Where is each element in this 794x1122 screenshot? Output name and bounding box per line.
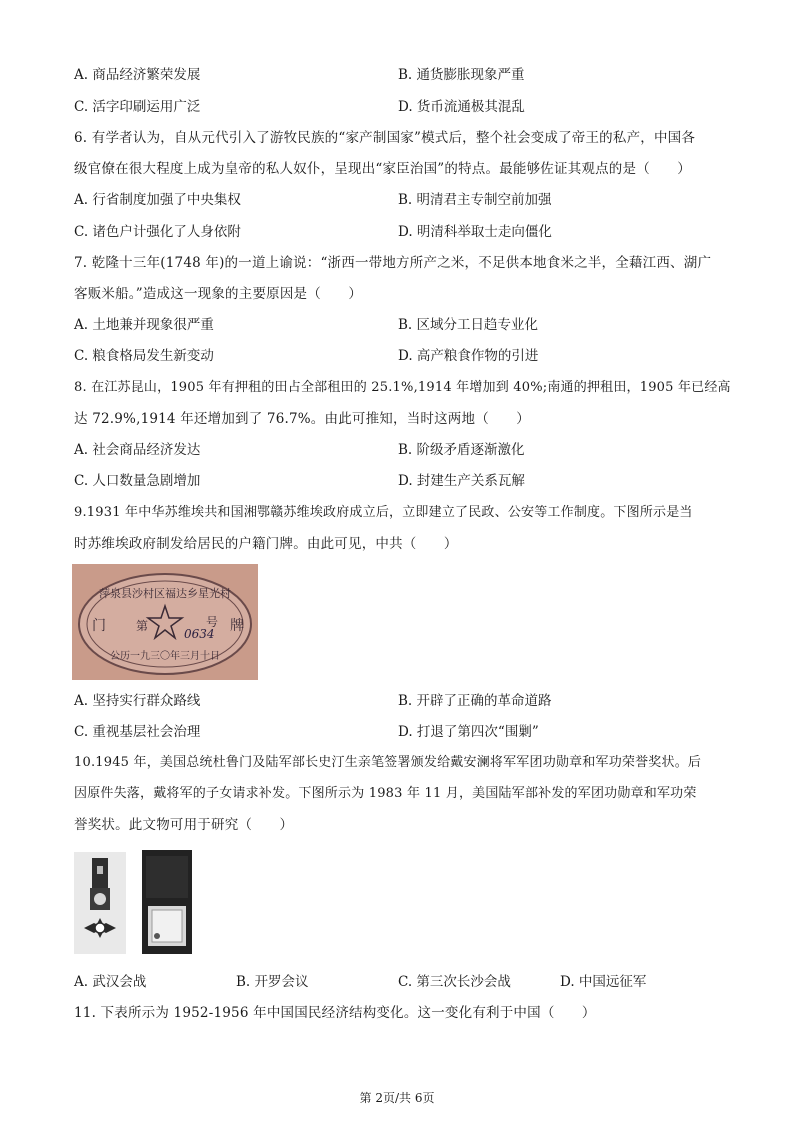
- q6-option-d: D. 明清科举取士走向僵化: [398, 224, 552, 240]
- plate-right-char: 牌: [230, 618, 244, 634]
- plate-mid-char-1: 第: [136, 619, 149, 633]
- q9-option-b: B. 开辟了正确的革命道路: [398, 693, 552, 709]
- q6-option-c: C. 诸色户计强化了人身依附: [74, 224, 241, 240]
- plate-top-text: 萍泉县沙村区福达乡星光村: [99, 587, 231, 600]
- q5-option-d: D. 货币流通极其混乱: [398, 99, 525, 115]
- q8-stem-line-2: 达 72.9%,1914 年还增加到了 76.7%。由此可推知，当时这两地（ ）: [74, 411, 530, 427]
- q5-option-a: A. 商品经济繁荣发展: [74, 67, 201, 83]
- q11-stem-line-1: 11. 下表所示为 1952-1956 年中国国民经济结构变化。这一变化有利于中国（ ）: [74, 1005, 596, 1021]
- q6-option-b: B. 明清君主专制空前加强: [398, 192, 552, 208]
- q10-stem-line-2: 因原件失落，戴将军的子女请求补发。下图所示为 1983 年 11 月，美国陆军部补发的军团功勋章和军功荣: [74, 786, 697, 801]
- q9-option-d: D. 打退了第四次“围剿”: [398, 724, 539, 740]
- q7-option-b: B. 区域分工日趋专业化: [398, 317, 539, 333]
- q7-option-a: A. 土地兼并现象很严重: [74, 317, 214, 333]
- q9-option-c: C. 重视基层社会治理: [74, 724, 201, 740]
- q10-option-b: B. 开罗会议: [236, 974, 309, 990]
- q8-option-b: B. 阶级矛盾逐渐激化: [398, 442, 525, 458]
- q8-option-c: C. 人口数量急剧增加: [74, 473, 201, 489]
- q10-option-c: C. 第三次长沙会战: [398, 974, 511, 990]
- q9-option-a: A. 坚持实行群众路线: [74, 693, 201, 709]
- q10-stem-line-1: 10.1945 年，美国总统杜鲁门及陆军部长史汀生亲笔签署颁发给戴安澜将军军团功勋章和军功荣誉奖状。后: [74, 755, 702, 770]
- q5-option-c: C. 活字印刷运用广泛: [74, 99, 201, 115]
- q9-stem-line-1: 9.1931 年中华苏维埃共和国湘鄂赣苏维埃政府成立后，立即建立了民政、公安等工作制度。下图所示是当: [74, 505, 693, 520]
- q6-stem-line-1: 6. 有学者认为，自从元代引入了游牧民族的“家产制国家”模式后，整个社会变成了帝王的私产，中国各: [74, 130, 696, 146]
- q7-stem-line-2: 客贩米船。”造成这一现象的主要原因是（ ）: [74, 286, 363, 302]
- plate-number: 0634: [184, 627, 215, 641]
- q8-option-a: A. 社会商品经济发达: [74, 442, 201, 458]
- q7-stem-line-1: 7. 乾隆十三年(1748 年)的一道上谕说：“浙西一带地方所产之米，不足供本地食米之半，全藉江西、湖广: [74, 255, 712, 271]
- plate-left-char: 门: [92, 618, 106, 634]
- q8-option-d: D. 封建生产关系瓦解: [398, 473, 525, 489]
- q7-option-c: C. 粮食格局发生新变动: [74, 348, 214, 364]
- q10-option-d: D. 中国远征军: [560, 974, 647, 990]
- plate-bottom-text: 公历一九三〇年三月十日: [110, 651, 220, 662]
- page-number-footer: 第 2页/共 6页: [359, 1091, 435, 1105]
- household-plate-photo: [72, 564, 258, 680]
- q8-stem-line-1: 8. 在江苏昆山，1905 年有押租的田占全部租田的 25.1%,1914 年增加到 40%;南通的押租田，1905 年已经高: [74, 380, 731, 395]
- q9-stem-line-2: 时苏维埃政府制发给居民的户籍门牌。由此可见，中共（ ）: [74, 536, 458, 552]
- plate-mid-char-2: 号: [206, 615, 219, 629]
- q6-option-a: A. 行省制度加强了中央集权: [74, 192, 241, 208]
- q7-option-d: D. 高产粮食作物的引进: [398, 348, 539, 364]
- q10-stem-line-3: 誉奖状。此文物可用于研究（ ）: [74, 817, 294, 833]
- legion-of-merit-photo: [72, 848, 194, 958]
- q5-option-b: B. 通货膨胀现象严重: [398, 67, 525, 83]
- q10-option-a: A. 武汉会战: [74, 974, 147, 990]
- q6-stem-line-2: 级官僚在很大程度上成为皇帝的私人奴仆，呈现出“家臣治国”的特点。最能够佐证其观点的是（ ）: [74, 161, 692, 177]
